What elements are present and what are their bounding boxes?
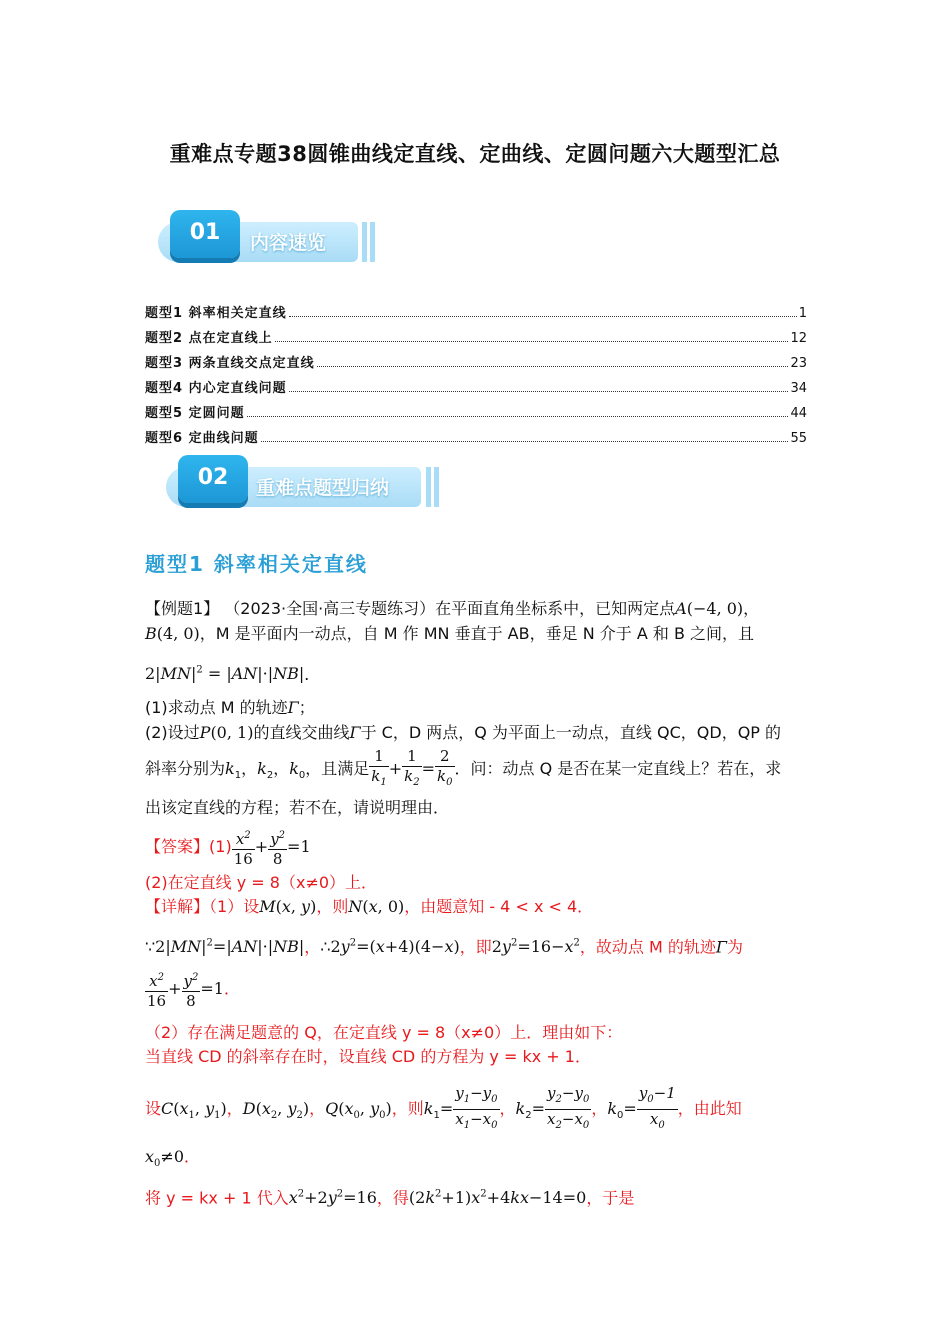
toc-entry[interactable]: 题型1 斜率相关定直线 1 [145, 306, 807, 321]
banner-label: 重难点题型归纳 [256, 477, 390, 499]
banner-number: 01 [170, 210, 240, 258]
toc-entry[interactable]: 题型4 内心定直线问题 34 [145, 381, 807, 396]
question-1: (1)求动点 M 的轨迹Γ； [145, 698, 315, 717]
detail-line-4: （2）存在满足题意的 Q，在定直线 y = 8（x≠0）上．理由如下： [145, 1023, 623, 1042]
banner-key-topics [158, 455, 443, 515]
answer-line-2: (2)在定直线 y = 8（x≠0）上． [145, 873, 378, 892]
toc-entry[interactable]: 题型5 定圆问题 44 [145, 406, 807, 421]
toc-entry[interactable]: 题型2 点在定直线上 12 [145, 331, 807, 346]
page-title: 重难点专题38圆锥曲线定直线、定曲线、定圆问题六大题型汇总 [169, 142, 781, 166]
toc-entry[interactable]: 题型6 定曲线问题 55 [145, 431, 807, 446]
banner-content-overview [150, 210, 375, 270]
banner-number: 02 [178, 455, 248, 503]
question-2-line-2: 斜率分别为$k_1$，$k_2$，$k_0$，且满足 $\frac{1}{k_1}$ + $\frac{1}{k_2}$ = $\frac{2}{k_0}$ ．问：动点 Q 是否在某一定直线上？若在，求 [145, 747, 782, 788]
banner-label: 内容速览 [250, 232, 327, 254]
toc-entry[interactable]: 题型3 两条直线交点定直线 23 [145, 356, 807, 371]
example-condition: $2|MN|^2 = |AN|\cdot|NB|$． [145, 664, 321, 684]
table-of-contents [145, 296, 807, 446]
detail-line-6: 设$C(x_1$, $y_1$)，$D(x_2$, $y_2$)，$Q(x_0$, $y_0$)，则$k_1=$ $\frac{y_1-y_0}{x_1-x_0}$ ，$k_2=$ $\frac{y_2-y_0}{x_2-x_0}$ ，$k_0=$ $\frac{y_0-1}{x_0}$ ，由此知 [145, 1084, 742, 1131]
detail-line-5: 当直线 CD 的斜率存在时，设直线 CD 的方程为 y = kx + 1． [145, 1047, 591, 1066]
detail-line-3: $\frac{x^2}{16}$ + $\frac{y^2}{8}$ =1． [145, 968, 240, 1011]
detail-line-8: 将 y = kx + 1 代入$x^2+2y^2=16$，得$(2k^2+1)x^2+4kx-14=0$，于是 [145, 1188, 635, 1208]
detail-line-1: 【详解】（1）设M(x, y)，则N(x, 0)，由题意知 - 4 < x < 4． [145, 897, 594, 916]
question-2-line-1: (2)设过P(0, 1)的直线交曲线Γ于 C，D 两点，Q 为平面上一动点，直线 QC，QD，QP 的 [145, 723, 782, 742]
detail-line-2: $\because 2|MN|^2=|AN|\cdot|NB|$，$\therefore 2y^2=(x+4)(4-x)$，即$2y^2=16-x^2$，故动点 M 的轨迹Γ为 [145, 937, 744, 957]
example-line-1: 【例题1】 （2023·全国·高三专题练习）在平面直角坐标系中，已知两定点A(−4, 0)， [145, 599, 760, 618]
section-title: 题型1 斜率相关定直线 [145, 552, 368, 576]
detail-line-7: $x_0\ne 0$． [145, 1147, 201, 1170]
question-2-line-3: 出该定直线的方程；若不在，请说明理由． [145, 798, 450, 817]
example-line-2: B(4, 0)，M 是平面内一动点，自 M 作 MN 垂直于 AB，垂足 N 介于 A 和 B 之间，且 [145, 624, 755, 643]
answer-line-1: 【答案】(1) $\frac{x^2}{16}$ + $\frac{y^2}{8}$ =1 [145, 826, 311, 869]
